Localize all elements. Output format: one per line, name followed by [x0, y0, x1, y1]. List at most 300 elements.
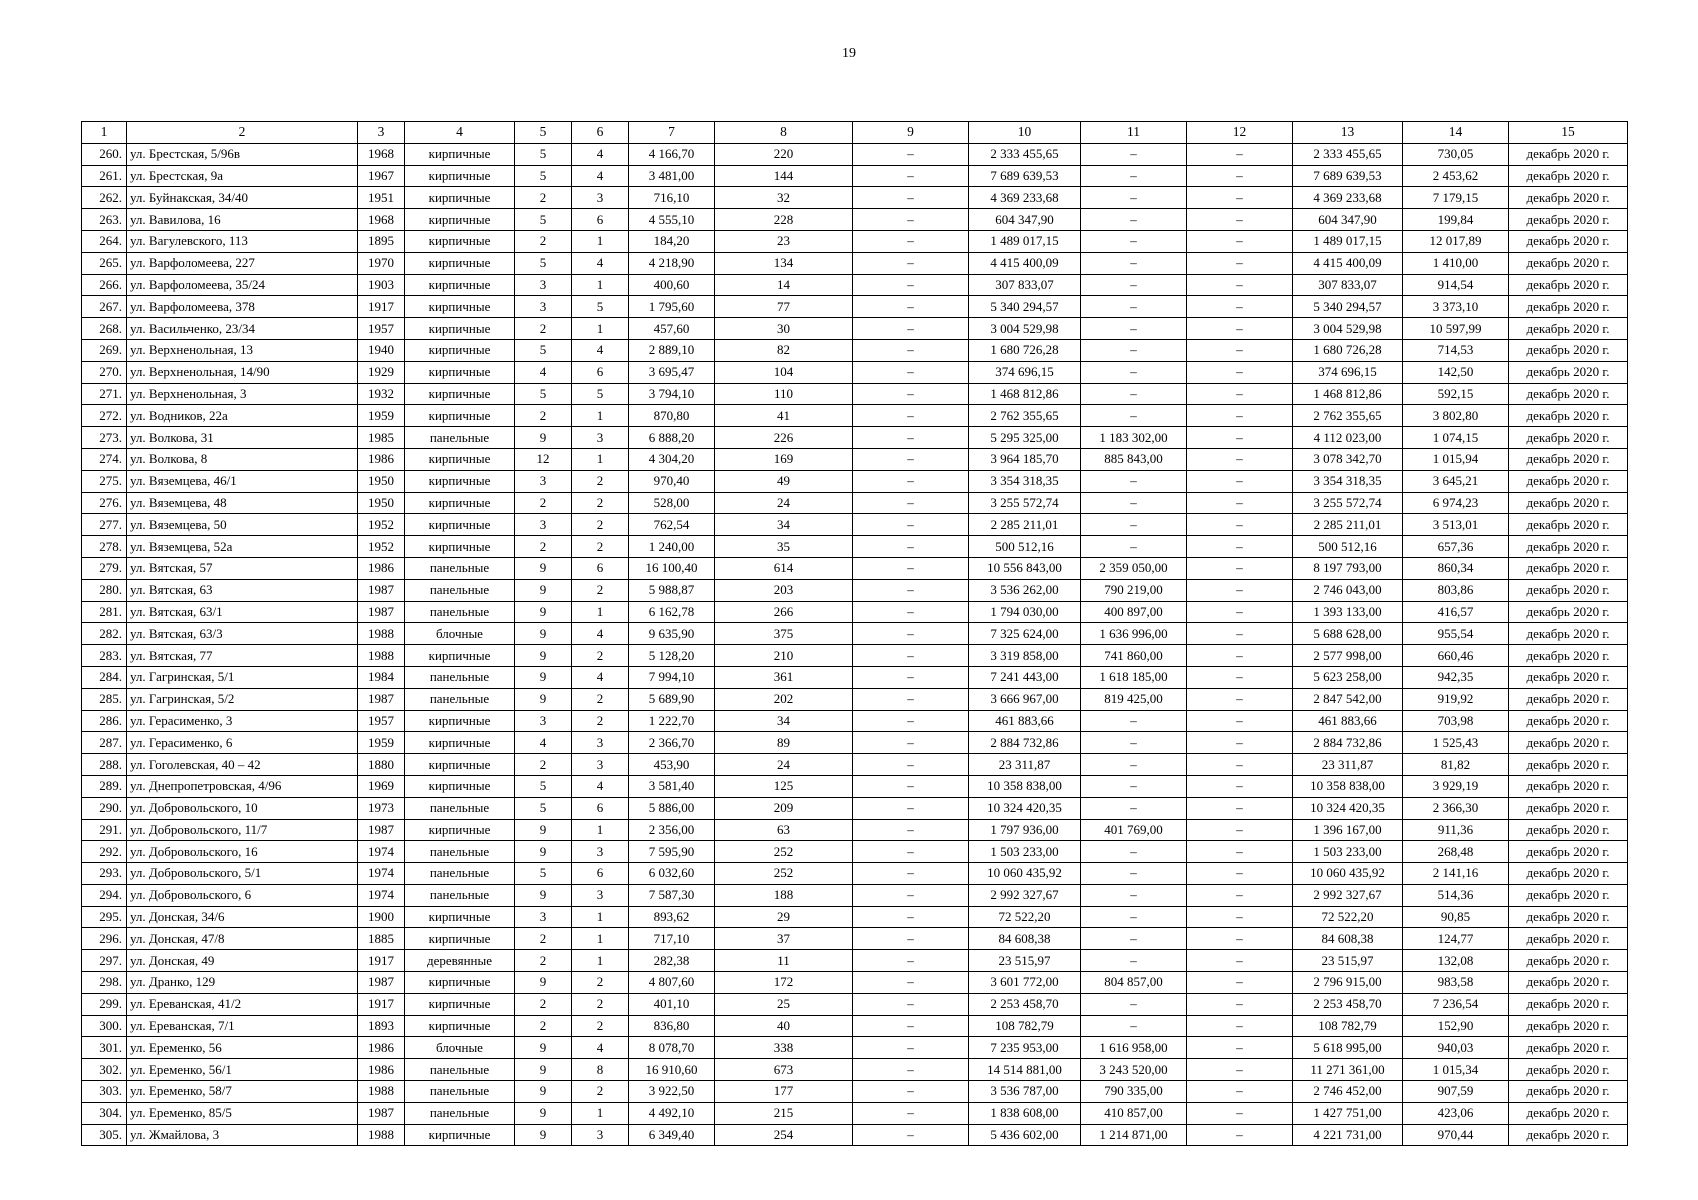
- year-built-cell: 1959: [358, 405, 405, 427]
- row-number-cell: 302.: [82, 1059, 127, 1081]
- table-row: [82, 470, 1628, 492]
- cost-per-unit-cell: 970,44: [1403, 1124, 1509, 1146]
- col-9-cell: –: [853, 950, 969, 972]
- col-11-cell: –: [1081, 492, 1187, 514]
- cost-net-cell: 2 847 542,00: [1293, 688, 1403, 710]
- entrances-cell: 4: [572, 666, 629, 688]
- wall-material-cell: кирпичные: [405, 470, 515, 492]
- cost-net-cell: 1 489 017,15: [1293, 230, 1403, 252]
- col-9-cell: –: [853, 1015, 969, 1037]
- deadline-cell: декабрь 2020 г.: [1509, 754, 1628, 776]
- cost-net-cell: 72 522,20: [1293, 906, 1403, 928]
- total-area-cell: 1 222,70: [629, 710, 715, 732]
- row-number-cell: 276.: [82, 492, 127, 514]
- floors-cell: 9: [515, 884, 572, 906]
- table-row: [82, 732, 1628, 754]
- address-cell: ул. Еременко, 56: [127, 1037, 358, 1059]
- col-12-cell: –: [1187, 296, 1293, 318]
- cost-per-unit-cell: 268,48: [1403, 841, 1509, 863]
- column-header-14: 14: [1403, 122, 1509, 144]
- address-cell: ул. Гагринская, 5/1: [127, 666, 358, 688]
- address-cell: ул. Верхненольная, 3: [127, 383, 358, 405]
- total-area-cell: 6 349,40: [629, 1124, 715, 1146]
- wall-material-cell: панельные: [405, 863, 515, 885]
- wall-material-cell: панельные: [405, 688, 515, 710]
- col-9-cell: –: [853, 993, 969, 1015]
- cost-per-unit-cell: 3 929,19: [1403, 775, 1509, 797]
- residents-cell: 14: [715, 274, 853, 296]
- entrances-cell: 2: [572, 470, 629, 492]
- col-11-cell: –: [1081, 209, 1187, 231]
- total-area-cell: 5 689,90: [629, 688, 715, 710]
- floors-cell: 5: [515, 775, 572, 797]
- col-9-cell: –: [853, 666, 969, 688]
- address-cell: ул. Гоголевская, 40 – 42: [127, 754, 358, 776]
- residents-cell: 252: [715, 863, 853, 885]
- year-built-cell: 1974: [358, 884, 405, 906]
- row-number-cell: 265.: [82, 252, 127, 274]
- row-number-cell: 266.: [82, 274, 127, 296]
- table-row: [82, 841, 1628, 863]
- cost-net-cell: 3 078 342,70: [1293, 448, 1403, 470]
- col-9-cell: –: [853, 601, 969, 623]
- entrances-cell: 2: [572, 579, 629, 601]
- col-9-cell: –: [853, 470, 969, 492]
- col-12-cell: –: [1187, 754, 1293, 776]
- table-row: [82, 688, 1628, 710]
- col-12-cell: –: [1187, 1124, 1293, 1146]
- col-9-cell: –: [853, 754, 969, 776]
- row-number-cell: 284.: [82, 666, 127, 688]
- address-cell: ул. Еременко, 58/7: [127, 1081, 358, 1103]
- wall-material-cell: кирпичные: [405, 775, 515, 797]
- total-area-cell: 716,10: [629, 187, 715, 209]
- column-header-11: 11: [1081, 122, 1187, 144]
- row-number-cell: 291.: [82, 819, 127, 841]
- residents-cell: 23: [715, 230, 853, 252]
- cost-net-cell: 500 512,16: [1293, 536, 1403, 558]
- col-9-cell: –: [853, 710, 969, 732]
- col-12-cell: –: [1187, 187, 1293, 209]
- row-number-cell: 280.: [82, 579, 127, 601]
- cost-net-cell: 4 415 400,09: [1293, 252, 1403, 274]
- deadline-cell: декабрь 2020 г.: [1509, 318, 1628, 340]
- address-cell: ул. Добровольского, 11/7: [127, 819, 358, 841]
- col-11-cell: –: [1081, 732, 1187, 754]
- cost-total-cell: 72 522,20: [969, 906, 1081, 928]
- cost-total-cell: 1 503 233,00: [969, 841, 1081, 863]
- cost-per-unit-cell: 3 513,01: [1403, 514, 1509, 536]
- residents-cell: 29: [715, 906, 853, 928]
- cost-total-cell: 3 536 787,00: [969, 1081, 1081, 1103]
- cost-net-cell: 1 680 726,28: [1293, 339, 1403, 361]
- address-cell: ул. Еременко, 85/5: [127, 1102, 358, 1124]
- cost-total-cell: 23 311,87: [969, 754, 1081, 776]
- column-header-8: 8: [715, 122, 853, 144]
- col-11-cell: –: [1081, 187, 1187, 209]
- year-built-cell: 1987: [358, 972, 405, 994]
- year-built-cell: 1940: [358, 339, 405, 361]
- year-built-cell: 1985: [358, 427, 405, 449]
- row-number-cell: 274.: [82, 448, 127, 470]
- col-11-cell: –: [1081, 339, 1187, 361]
- wall-material-cell: кирпичные: [405, 230, 515, 252]
- wall-material-cell: кирпичные: [405, 993, 515, 1015]
- residents-cell: 361: [715, 666, 853, 688]
- col-12-cell: –: [1187, 710, 1293, 732]
- year-built-cell: 1988: [358, 1124, 405, 1146]
- row-number-cell: 285.: [82, 688, 127, 710]
- cost-net-cell: 2 746 043,00: [1293, 579, 1403, 601]
- col-9-cell: –: [853, 972, 969, 994]
- floors-cell: 3: [515, 906, 572, 928]
- cost-total-cell: 7 235 953,00: [969, 1037, 1081, 1059]
- deadline-cell: декабрь 2020 г.: [1509, 666, 1628, 688]
- column-header-7: 7: [629, 122, 715, 144]
- entrances-cell: 2: [572, 514, 629, 536]
- column-header-5: 5: [515, 122, 572, 144]
- year-built-cell: 1951: [358, 187, 405, 209]
- table-row: [82, 972, 1628, 994]
- residents-cell: 210: [715, 645, 853, 667]
- cost-per-unit-cell: 7 236,54: [1403, 993, 1509, 1015]
- address-cell: ул. Вятская, 77: [127, 645, 358, 667]
- floors-cell: 5: [515, 797, 572, 819]
- row-number-cell: 304.: [82, 1102, 127, 1124]
- deadline-cell: декабрь 2020 г.: [1509, 165, 1628, 187]
- address-cell: ул. Донская, 47/8: [127, 928, 358, 950]
- entrances-cell: 4: [572, 775, 629, 797]
- total-area-cell: 717,10: [629, 928, 715, 950]
- table-row: [82, 536, 1628, 558]
- cost-per-unit-cell: 10 597,99: [1403, 318, 1509, 340]
- year-built-cell: 1973: [358, 797, 405, 819]
- total-area-cell: 762,54: [629, 514, 715, 536]
- year-built-cell: 1968: [358, 143, 405, 165]
- row-number-cell: 279.: [82, 557, 127, 579]
- deadline-cell: декабрь 2020 г.: [1509, 688, 1628, 710]
- col-9-cell: –: [853, 775, 969, 797]
- housing-table: [81, 121, 1628, 1146]
- row-number-cell: 271.: [82, 383, 127, 405]
- col-11-cell: –: [1081, 884, 1187, 906]
- entrances-cell: 3: [572, 841, 629, 863]
- deadline-cell: декабрь 2020 г.: [1509, 863, 1628, 885]
- year-built-cell: 1988: [358, 1081, 405, 1103]
- col-12-cell: –: [1187, 339, 1293, 361]
- deadline-cell: декабрь 2020 г.: [1509, 339, 1628, 361]
- total-area-cell: 4 807,60: [629, 972, 715, 994]
- cost-total-cell: 7 325 624,00: [969, 623, 1081, 645]
- entrances-cell: 3: [572, 1124, 629, 1146]
- floors-cell: 5: [515, 165, 572, 187]
- year-built-cell: 1885: [358, 928, 405, 950]
- floors-cell: 9: [515, 427, 572, 449]
- deadline-cell: декабрь 2020 г.: [1509, 841, 1628, 863]
- cost-per-unit-cell: 12 017,89: [1403, 230, 1509, 252]
- cost-net-cell: 3 354 318,35: [1293, 470, 1403, 492]
- address-cell: ул. Герасименко, 3: [127, 710, 358, 732]
- cost-per-unit-cell: 423,06: [1403, 1102, 1509, 1124]
- year-built-cell: 1900: [358, 906, 405, 928]
- residents-cell: 172: [715, 972, 853, 994]
- row-number-cell: 288.: [82, 754, 127, 776]
- entrances-cell: 1: [572, 601, 629, 623]
- floors-cell: 2: [515, 492, 572, 514]
- address-cell: ул. Вяземцева, 48: [127, 492, 358, 514]
- cost-per-unit-cell: 730,05: [1403, 143, 1509, 165]
- wall-material-cell: кирпичные: [405, 165, 515, 187]
- total-area-cell: 2 356,00: [629, 819, 715, 841]
- wall-material-cell: кирпичные: [405, 732, 515, 754]
- row-number-cell: 287.: [82, 732, 127, 754]
- row-number-cell: 292.: [82, 841, 127, 863]
- total-area-cell: 4 492,10: [629, 1102, 715, 1124]
- year-built-cell: 1987: [358, 1102, 405, 1124]
- table-row: [82, 884, 1628, 906]
- floors-cell: 4: [515, 361, 572, 383]
- cost-per-unit-cell: 3 645,21: [1403, 470, 1509, 492]
- col-9-cell: –: [853, 645, 969, 667]
- table-row: [82, 601, 1628, 623]
- cost-per-unit-cell: 955,54: [1403, 623, 1509, 645]
- wall-material-cell: кирпичные: [405, 296, 515, 318]
- cost-total-cell: 2 992 327,67: [969, 884, 1081, 906]
- address-cell: ул. Вятская, 63/1: [127, 601, 358, 623]
- year-built-cell: 1968: [358, 209, 405, 231]
- residents-cell: 266: [715, 601, 853, 623]
- col-12-cell: –: [1187, 405, 1293, 427]
- col-9-cell: –: [853, 688, 969, 710]
- residents-cell: 177: [715, 1081, 853, 1103]
- col-11-cell: –: [1081, 841, 1187, 863]
- year-built-cell: 1917: [358, 993, 405, 1015]
- col-9-cell: –: [853, 274, 969, 296]
- residents-cell: 41: [715, 405, 853, 427]
- wall-material-cell: кирпичные: [405, 645, 515, 667]
- col-11-cell: 2 359 050,00: [1081, 557, 1187, 579]
- deadline-cell: декабрь 2020 г.: [1509, 361, 1628, 383]
- address-cell: ул. Вяземцева, 50: [127, 514, 358, 536]
- entrances-cell: 6: [572, 557, 629, 579]
- col-12-cell: –: [1187, 579, 1293, 601]
- table-row: [82, 1015, 1628, 1037]
- year-built-cell: 1974: [358, 863, 405, 885]
- cost-per-unit-cell: 940,03: [1403, 1037, 1509, 1059]
- cost-total-cell: 1 797 936,00: [969, 819, 1081, 841]
- col-12-cell: –: [1187, 775, 1293, 797]
- col-11-cell: –: [1081, 143, 1187, 165]
- wall-material-cell: блочные: [405, 623, 515, 645]
- floors-cell: 2: [515, 754, 572, 776]
- col-12-cell: –: [1187, 143, 1293, 165]
- row-number-cell: 298.: [82, 972, 127, 994]
- col-9-cell: –: [853, 536, 969, 558]
- row-number-cell: 275.: [82, 470, 127, 492]
- cost-net-cell: 1 396 167,00: [1293, 819, 1403, 841]
- table-row: [82, 1124, 1628, 1146]
- total-area-cell: 6 888,20: [629, 427, 715, 449]
- entrances-cell: 3: [572, 884, 629, 906]
- year-built-cell: 1959: [358, 732, 405, 754]
- cost-net-cell: 374 696,15: [1293, 361, 1403, 383]
- address-cell: ул. Верхненольная, 13: [127, 339, 358, 361]
- residents-cell: 125: [715, 775, 853, 797]
- col-12-cell: –: [1187, 666, 1293, 688]
- entrances-cell: 1: [572, 318, 629, 340]
- col-11-cell: 1 616 958,00: [1081, 1037, 1187, 1059]
- cost-per-unit-cell: 1 015,94: [1403, 448, 1509, 470]
- year-built-cell: 1986: [358, 557, 405, 579]
- residents-cell: 169: [715, 448, 853, 470]
- column-header-9: 9: [853, 122, 969, 144]
- col-12-cell: –: [1187, 884, 1293, 906]
- floors-cell: 2: [515, 950, 572, 972]
- entrances-cell: 2: [572, 1081, 629, 1103]
- total-area-cell: 3 695,47: [629, 361, 715, 383]
- col-12-cell: –: [1187, 601, 1293, 623]
- col-9-cell: –: [853, 230, 969, 252]
- residents-cell: 37: [715, 928, 853, 950]
- col-9-cell: –: [853, 797, 969, 819]
- cost-net-cell: 23 311,87: [1293, 754, 1403, 776]
- col-9-cell: –: [853, 492, 969, 514]
- col-12-cell: –: [1187, 165, 1293, 187]
- table-row: [82, 405, 1628, 427]
- cost-per-unit-cell: 132,08: [1403, 950, 1509, 972]
- deadline-cell: декабрь 2020 г.: [1509, 950, 1628, 972]
- column-header-10: 10: [969, 122, 1081, 144]
- total-area-cell: 282,38: [629, 950, 715, 972]
- deadline-cell: декабрь 2020 г.: [1509, 514, 1628, 536]
- col-9-cell: –: [853, 361, 969, 383]
- cost-net-cell: 5 688 628,00: [1293, 623, 1403, 645]
- table-row: [82, 645, 1628, 667]
- row-number-cell: 277.: [82, 514, 127, 536]
- cost-total-cell: 3 666 967,00: [969, 688, 1081, 710]
- table-row: [82, 427, 1628, 449]
- deadline-cell: декабрь 2020 г.: [1509, 470, 1628, 492]
- wall-material-cell: панельные: [405, 841, 515, 863]
- deadline-cell: декабрь 2020 г.: [1509, 710, 1628, 732]
- deadline-cell: декабрь 2020 г.: [1509, 928, 1628, 950]
- page-number: 19: [842, 46, 856, 61]
- cost-per-unit-cell: 907,59: [1403, 1081, 1509, 1103]
- year-built-cell: 1917: [358, 950, 405, 972]
- total-area-cell: 7 595,90: [629, 841, 715, 863]
- wall-material-cell: панельные: [405, 557, 515, 579]
- cost-total-cell: 3 601 772,00: [969, 972, 1081, 994]
- col-12-cell: –: [1187, 841, 1293, 863]
- residents-cell: 254: [715, 1124, 853, 1146]
- year-built-cell: 1917: [358, 296, 405, 318]
- cost-per-unit-cell: 860,34: [1403, 557, 1509, 579]
- residents-cell: 82: [715, 339, 853, 361]
- wall-material-cell: панельные: [405, 1059, 515, 1081]
- floors-cell: 9: [515, 841, 572, 863]
- col-12-cell: –: [1187, 993, 1293, 1015]
- residents-cell: 63: [715, 819, 853, 841]
- col-11-cell: –: [1081, 906, 1187, 928]
- wall-material-cell: кирпичные: [405, 318, 515, 340]
- table-row: [82, 797, 1628, 819]
- residents-cell: 34: [715, 514, 853, 536]
- col-9-cell: –: [853, 427, 969, 449]
- year-built-cell: 1988: [358, 645, 405, 667]
- floors-cell: 3: [515, 514, 572, 536]
- cost-total-cell: 3 319 858,00: [969, 645, 1081, 667]
- floors-cell: 2: [515, 1015, 572, 1037]
- entrances-cell: 3: [572, 427, 629, 449]
- cost-per-unit-cell: 152,90: [1403, 1015, 1509, 1037]
- cost-total-cell: 4 415 400,09: [969, 252, 1081, 274]
- floors-cell: 9: [515, 1124, 572, 1146]
- residents-cell: 673: [715, 1059, 853, 1081]
- deadline-cell: декабрь 2020 г.: [1509, 492, 1628, 514]
- col-12-cell: –: [1187, 1081, 1293, 1103]
- cost-total-cell: 307 833,07: [969, 274, 1081, 296]
- col-12-cell: –: [1187, 819, 1293, 841]
- col-11-cell: –: [1081, 361, 1187, 383]
- deadline-cell: декабрь 2020 г.: [1509, 209, 1628, 231]
- year-built-cell: 1952: [358, 514, 405, 536]
- cost-total-cell: 10 060 435,92: [969, 863, 1081, 885]
- cost-per-unit-cell: 914,54: [1403, 274, 1509, 296]
- total-area-cell: 836,80: [629, 1015, 715, 1037]
- residents-cell: 614: [715, 557, 853, 579]
- floors-cell: 5: [515, 209, 572, 231]
- col-9-cell: –: [853, 819, 969, 841]
- entrances-cell: 1: [572, 928, 629, 950]
- table-row: [82, 361, 1628, 383]
- total-area-cell: 457,60: [629, 318, 715, 340]
- cost-net-cell: 4 112 023,00: [1293, 427, 1403, 449]
- row-number-cell: 267.: [82, 296, 127, 318]
- col-9-cell: –: [853, 252, 969, 274]
- residents-cell: 215: [715, 1102, 853, 1124]
- cost-total-cell: 4 369 233,68: [969, 187, 1081, 209]
- year-built-cell: 1987: [358, 688, 405, 710]
- cost-total-cell: 108 782,79: [969, 1015, 1081, 1037]
- cost-net-cell: 5 340 294,57: [1293, 296, 1403, 318]
- cost-per-unit-cell: 7 179,15: [1403, 187, 1509, 209]
- col-9-cell: –: [853, 906, 969, 928]
- col-9-cell: –: [853, 405, 969, 427]
- table-row: [82, 165, 1628, 187]
- residents-cell: 202: [715, 688, 853, 710]
- total-area-cell: 3 794,10: [629, 383, 715, 405]
- cost-total-cell: 1 680 726,28: [969, 339, 1081, 361]
- cost-total-cell: 3 536 262,00: [969, 579, 1081, 601]
- floors-cell: 9: [515, 579, 572, 601]
- address-cell: ул. Брестская, 9а: [127, 165, 358, 187]
- address-cell: ул. Варфоломеева, 378: [127, 296, 358, 318]
- entrances-cell: 6: [572, 863, 629, 885]
- col-9-cell: –: [853, 514, 969, 536]
- entrances-cell: 5: [572, 296, 629, 318]
- col-11-cell: –: [1081, 165, 1187, 187]
- cost-net-cell: 10 060 435,92: [1293, 863, 1403, 885]
- year-built-cell: 1969: [358, 775, 405, 797]
- col-11-cell: 790 219,00: [1081, 579, 1187, 601]
- column-header-1: 1: [82, 122, 127, 144]
- deadline-cell: декабрь 2020 г.: [1509, 623, 1628, 645]
- address-cell: ул. Жмайлова, 3: [127, 1124, 358, 1146]
- cost-net-cell: 8 197 793,00: [1293, 557, 1403, 579]
- table-row: [82, 143, 1628, 165]
- residents-cell: 252: [715, 841, 853, 863]
- col-12-cell: –: [1187, 928, 1293, 950]
